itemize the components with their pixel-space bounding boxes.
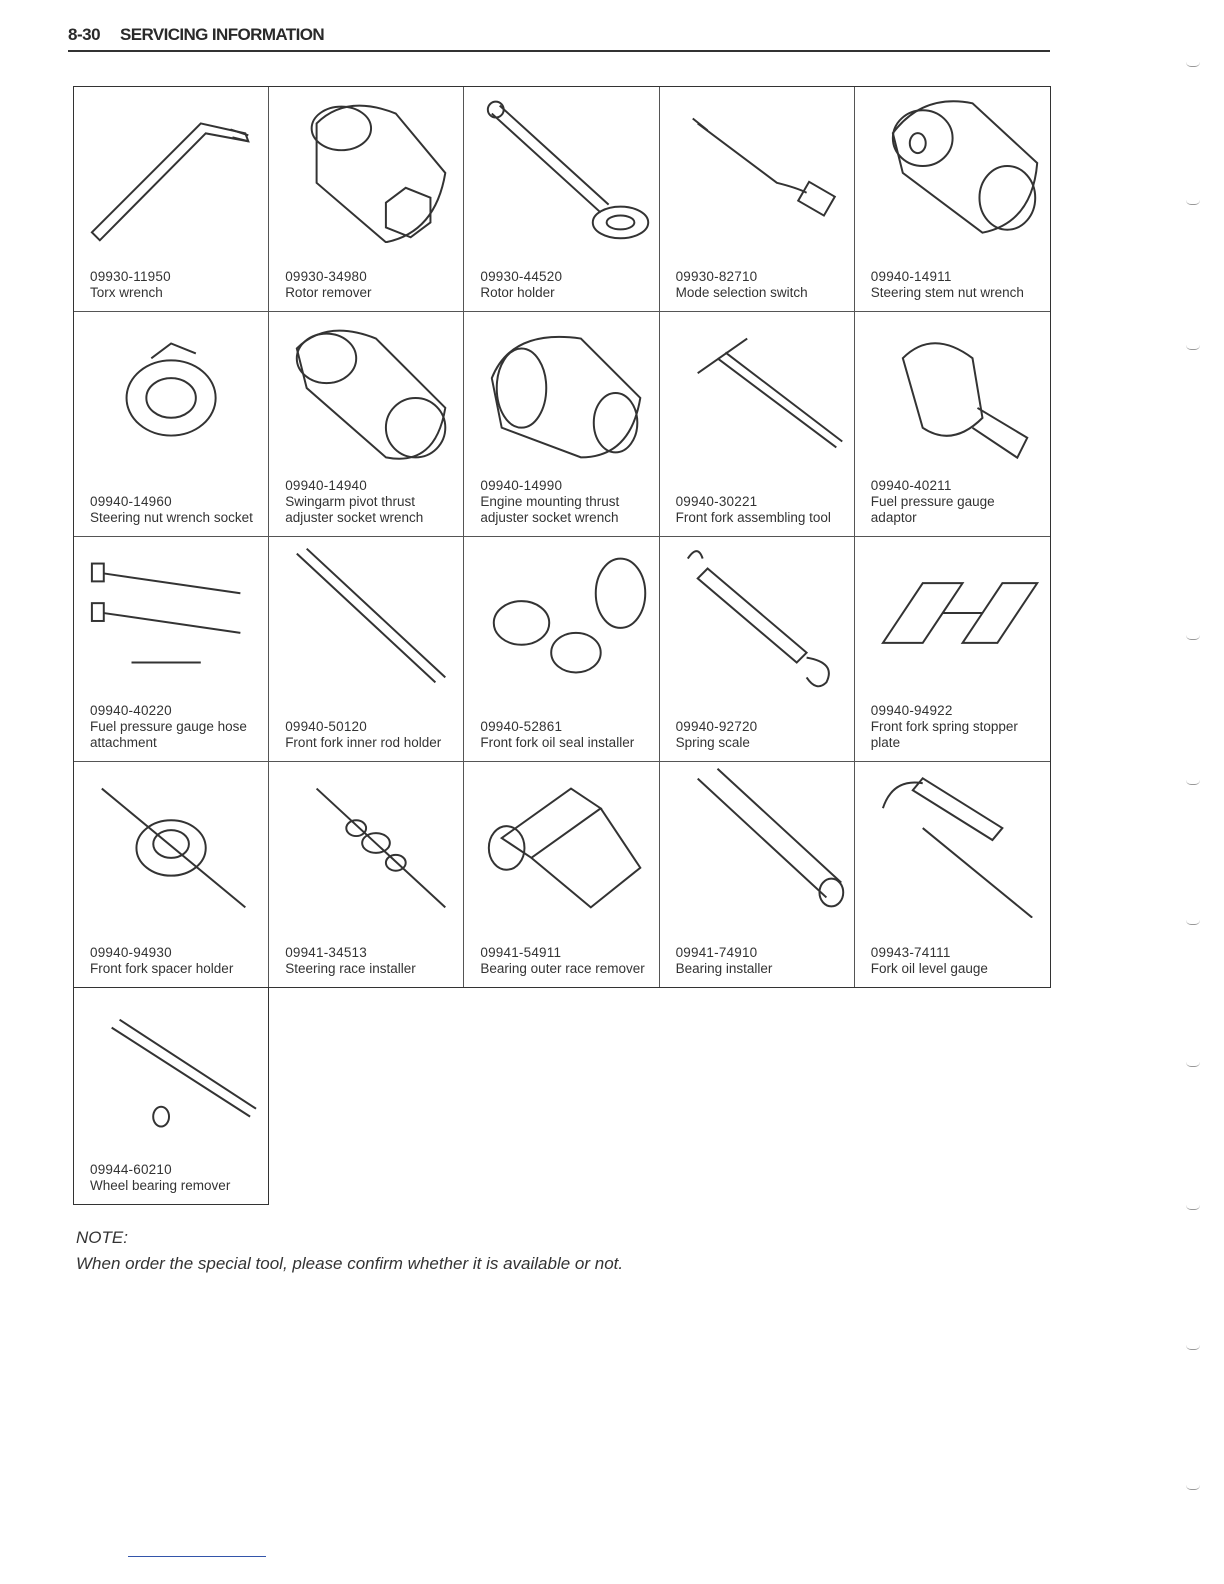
tool-name: Fuel pressure gauge hose attachment [90,719,247,750]
rotor-remover-icon [277,93,455,243]
engine-mount-socket-wrench-icon [472,318,650,468]
tool-number: 09930-11950 [90,269,171,284]
tool-cell [660,312,855,537]
tool-name: Fuel pressure gauge adaptor [870,494,995,525]
tool-cell [855,87,1050,312]
mode-selection-switch-icon [668,93,846,243]
tool-number: 09940-40211 [870,478,952,493]
tool-name: Rotor remover [285,285,372,300]
tool-cell [269,537,464,762]
tool-cell [464,87,659,312]
tool-name: Bearing outer race remover [480,961,645,976]
margin-mark [1186,1062,1200,1067]
footer-rule [128,1556,266,1557]
tool-cell [660,87,855,312]
tool-cell [269,762,464,987]
tool-number: 09941-54911 [480,945,562,960]
page-header [68,22,1050,52]
torx-wrench-icon [82,93,260,243]
tool-name: Wheel bearing remover [90,1178,231,1193]
steering-stem-nut-wrench-icon [863,93,1042,243]
tool-cell [464,762,659,987]
tool-number: 09930-82710 [675,269,758,284]
tool-number: 09940-14960 [90,494,172,509]
steering-nut-socket-icon [82,318,260,468]
note-label: NOTE: [76,1228,128,1247]
tool-name: Front fork spacer holder [90,961,234,976]
margin-mark [1186,635,1200,640]
tool-name: Engine mounting thrust adjuster socket wrench [480,494,620,525]
tool-cell [269,87,464,312]
tool-cell [855,762,1050,987]
tool-name: Swingarm pivot thrust adjuster socket wrench [285,494,424,525]
note-text: When order the special tool, please confirm whether it is available or not. [76,1254,624,1273]
tool-number: 09930-34980 [285,269,367,284]
tool-name: Front fork spring stopper plate [870,719,1018,750]
margin-mark [1186,1205,1200,1210]
tool-name: Mode selection switch [675,285,808,300]
outer-race-remover-icon [472,768,650,918]
margin-mark [1186,1485,1200,1490]
inner-rod-holder-icon [277,543,455,693]
tool-cell [660,537,855,762]
tool-number: 09940-14911 [870,269,952,284]
tool-cell [73,987,269,1205]
tool-name: Steering nut wrench socket [90,510,253,525]
tool-cell [269,312,464,537]
wheel-bearing-remover-icon [82,1007,260,1157]
tool-name: Rotor holder [480,285,555,300]
tool-cell [464,537,659,762]
swingarm-socket-wrench-icon [277,318,455,468]
margin-mark [1186,780,1200,785]
tool-name: Front fork oil seal installer [480,735,635,750]
tool-name: Bearing installer [675,961,773,976]
tool-number: 09941-34513 [285,945,367,960]
margin-mark [1186,62,1200,67]
margin-mark [1186,200,1200,205]
fork-assembling-tool-icon [668,318,846,468]
tool-cell [855,312,1050,537]
tool-cell [660,762,855,987]
tool-name: Steering stem nut wrench [870,285,1024,300]
tool-name: Spring scale [675,735,750,750]
special-tools-grid [73,86,1051,988]
tool-name: Front fork inner rod holder [285,735,442,750]
tool-cell [74,537,269,762]
tool-name: Steering race installer [285,961,416,976]
spring-stopper-plate-icon [863,543,1042,693]
tool-number: 09940-92720 [675,719,758,734]
tool-number: 09940-40220 [90,703,172,718]
margin-mark [1186,1345,1200,1350]
tool-number: 09940-94930 [90,945,172,960]
spring-scale-icon [668,543,846,693]
steering-race-installer-icon [277,768,455,918]
note-block [76,1228,623,1274]
bearing-installer-icon [668,768,846,918]
tool-name: Front fork assembling tool [675,510,831,525]
fuel-hose-attachment-icon [82,543,260,693]
spacer-holder-icon [82,768,260,918]
section-title: SERVICING INFORMATION [120,25,325,44]
tool-number: 09940-30221 [675,494,758,509]
tool-number: 09930-44520 [480,269,563,284]
rotor-holder-icon [472,93,650,243]
tool-number: 09943-74111 [870,945,951,960]
tool-cell [855,537,1050,762]
tool-cell [74,87,269,312]
tool-cell [74,312,269,537]
fuel-gauge-adaptor-icon [863,318,1042,468]
tool-name: Torx wrench [90,285,163,300]
tool-number: 09941-74910 [675,945,758,960]
fork-oil-level-gauge-icon [863,768,1042,918]
tool-name: Fork oil level gauge [870,961,988,976]
margin-mark [1186,920,1200,925]
tool-cell [464,312,659,537]
tool-number: 09940-14990 [480,478,563,493]
margin-mark [1186,345,1200,350]
tool-number: 09944-60210 [90,1162,172,1177]
page-number: 8-30 [68,25,101,44]
tool-number: 09940-52861 [480,719,563,734]
tool-number: 09940-14940 [285,478,367,493]
tool-number: 09940-94922 [870,703,953,718]
tool-number: 09940-50120 [285,719,367,734]
oil-seal-installer-icon [472,543,650,693]
tool-cell [74,762,269,987]
